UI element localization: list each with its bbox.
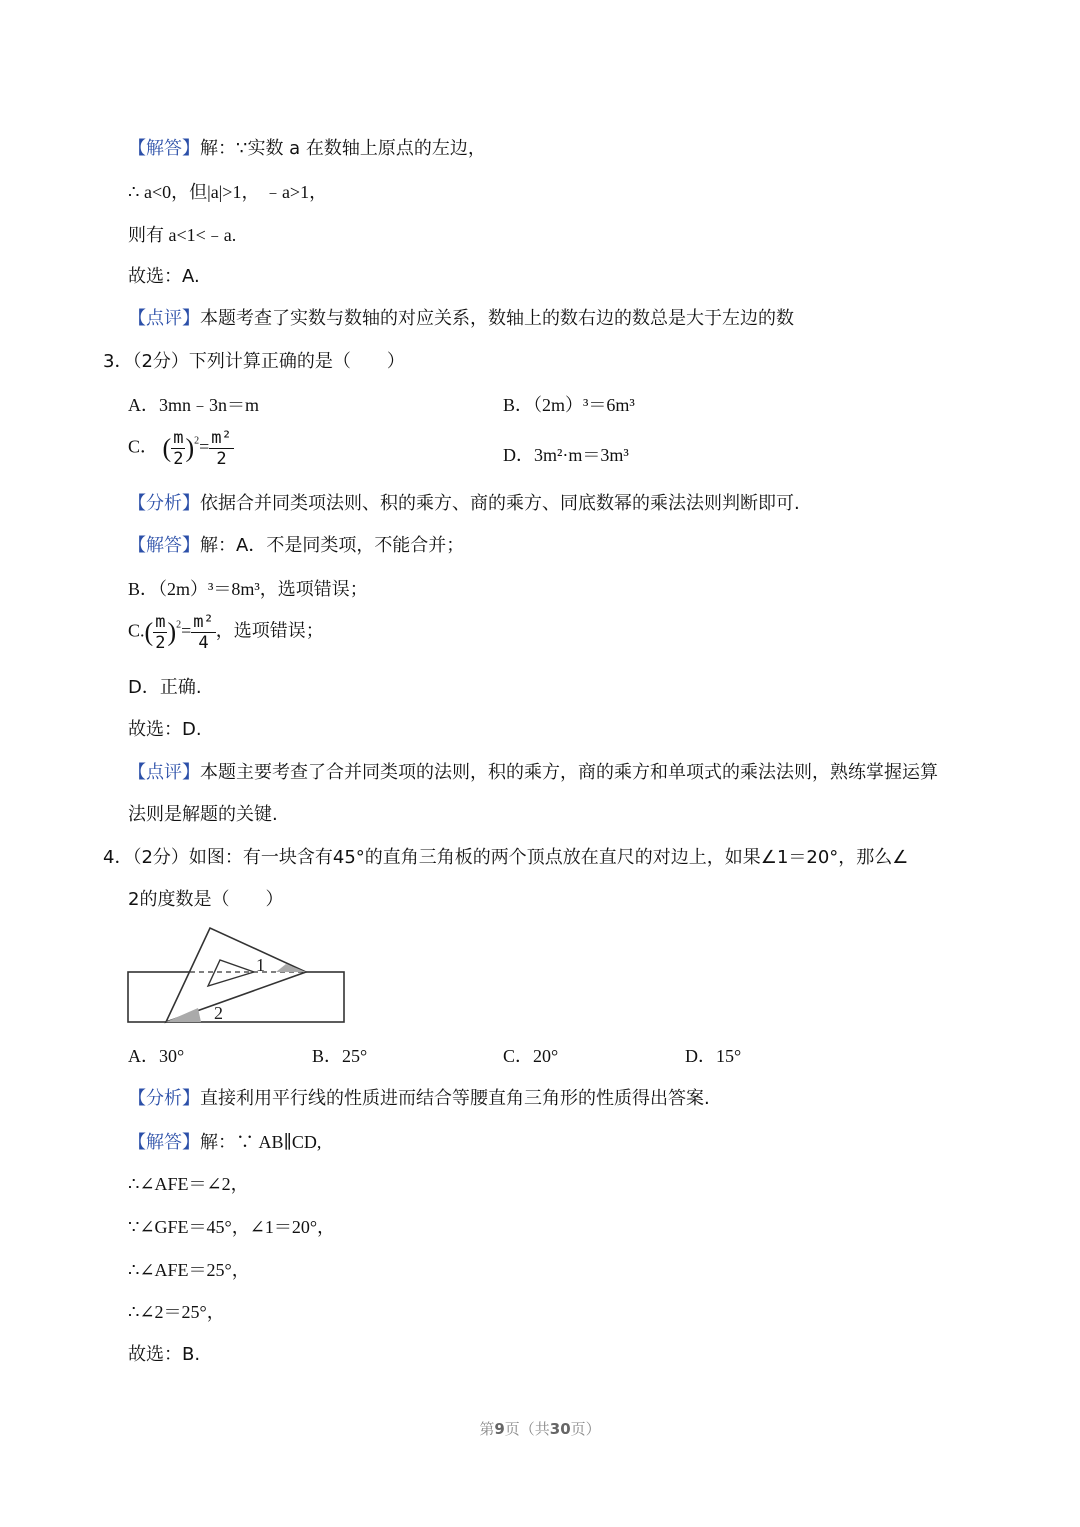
q3-answer-line-1 [128, 534, 464, 558]
q3-option-a: A．3mn﹣3n＝m [128, 395, 260, 415]
angle-2-label: 2 [214, 1003, 223, 1023]
footer-mid: 页（共 [504, 1420, 550, 1438]
q3-option-c-den: 2 [173, 449, 184, 469]
q3-answer-c-rhs-den: 4 [198, 633, 209, 653]
analysis-tag: 【分析】 [128, 1088, 200, 1109]
q3-answer-line-2: B．（2m）³＝8m³，选项错误； [128, 579, 368, 599]
q4-option-c: C．20° [503, 1046, 559, 1066]
q2-answer-line-1 [128, 137, 486, 161]
q3-option-c-exp: 2 [194, 435, 200, 447]
q3-answer-c-exp: 2 [176, 619, 182, 631]
q3-comment-text-1: 本题主要考查了合并同类项的法则，积的乘方，商的乘方和单项式的乘法法则，熟练掌握运算 [200, 762, 938, 783]
q3-answer-c-rhs-fraction [191, 612, 215, 653]
q3-option-c-label: C． [128, 436, 159, 457]
q3-comment-line-2: 法则是解题的关键. [128, 804, 278, 825]
q4-answer-line-4: ∴∠AFE＝25°， [128, 1260, 250, 1280]
q4-analysis-text: 直接利用平行线的性质进而结合等腰直角三角形的性质得出答案. [200, 1088, 710, 1109]
q4-answer-line-2: ∴∠AFE＝∠2， [128, 1174, 249, 1194]
q3-answer-c-fraction [153, 612, 167, 653]
q3-comment-line-1 [128, 761, 938, 785]
answer-tag: 【解答】 [128, 535, 200, 556]
footer-page-number: 9 [494, 1420, 505, 1438]
answer-tag: 【解答】 [128, 1132, 200, 1153]
q3-analysis [128, 492, 800, 516]
q2-answer-line-2: ∴ a<0，但|a|>1， ﹣a>1， [128, 182, 328, 202]
q2-comment [128, 307, 794, 331]
angle-1-label: 1 [256, 955, 265, 975]
q2-answer-line-3: 则有 a<1<﹣a. [128, 225, 237, 245]
q4-stem-line-2: 2的度数是（ ） [128, 889, 284, 910]
q2-comment-text: 本题考查了实数与数轴的对应关系，数轴上的数右边的数总是大于左边的数 [200, 308, 794, 329]
q3-answer-c-rhs-num: m² [193, 612, 214, 632]
q3-answer-line-5: 故选：D. [128, 719, 202, 740]
footer-suffix: 页） [570, 1420, 601, 1438]
q3-option-c-num: m [173, 428, 184, 448]
q4-option-d: D．15° [685, 1046, 742, 1066]
q4-answer-text-1: 解：∵ AB∥CD, [200, 1132, 322, 1152]
q4-analysis [128, 1087, 710, 1111]
q4-ruler-triangle-figure [126, 924, 348, 1028]
q3-answer-line-4: D．正确. [128, 677, 202, 698]
comment-tag: 【点评】 [128, 762, 200, 783]
q3-answer-c-den: 2 [155, 633, 166, 653]
q4-answer-line-3: ∵∠GFE＝45°，∠1＝20°， [128, 1217, 336, 1237]
q3-option-b: B．（2m）³＝6m³ [503, 395, 635, 415]
q3-answer-c-label: C. [128, 620, 145, 641]
answer-tag: 【解答】 [128, 138, 200, 159]
q3-answer-text-1: 解：A．不是同类项，不能合并； [200, 535, 465, 556]
q4-stem-line-1: 4．（2分）如图：有一块含有45°的直角三角板的两个顶点放在直尺的对边上，如果∠1＝20°，那么∠ [103, 847, 909, 868]
q4-option-a: A．30° [128, 1046, 185, 1066]
q3-option-c: C． ( $\frac{m}{2}$ )$^2$= $\frac{\text{m²}}{2}$ [128, 428, 232, 469]
q3-answer-c-paren-open: ( [144, 617, 154, 647]
q3-option-c-fraction [171, 428, 185, 469]
q3-option-c-rhs-fraction [209, 428, 233, 469]
q4-answer-line-5: ∴∠2＝25°， [128, 1302, 225, 1322]
footer-page-total: 30 [549, 1420, 571, 1438]
page-footer [0, 1418, 1080, 1439]
q2-answer-line-4: 故选：A. [128, 266, 200, 287]
q3-answer-c-num: m [155, 612, 166, 632]
q3-option-c-rhs-den: 2 [216, 449, 227, 469]
q4-answer-line-6: 故选：B. [128, 1344, 201, 1365]
q2-answer-text-1: 解：∵实数 a 在数轴上原点的左边， [200, 138, 486, 159]
footer-prefix: 第 [479, 1420, 495, 1438]
q4-answer-line-1 [128, 1130, 321, 1155]
q3-analysis-text: 依据合并同类项法则、积的乘方、商的乘方、同底数幂的乘法法则判断即可. [200, 493, 800, 514]
q3-option-d: D．3m²·m＝3m³ [503, 445, 629, 465]
q3-option-c-rhs-num: m² [211, 428, 232, 448]
q3-option-c-paren-close: ) [185, 433, 195, 463]
q3-option-c-paren-open: ( [162, 433, 172, 463]
triangle-outer [166, 928, 306, 1022]
analysis-tag: 【分析】 [128, 493, 200, 514]
q3-answer-line-3: C.( $\frac{m}{2}$ )$^2$= $\frac{\text{m²}}{4}$ ，选项错误； [128, 612, 324, 653]
q4-option-b: B．25° [312, 1046, 368, 1066]
comment-tag: 【点评】 [128, 308, 200, 329]
q3-stem: 3．（2分）下列计算正确的是（ ） [103, 351, 405, 372]
q3-answer-c-suffix: ，选项错误； [215, 620, 324, 642]
q3-answer-c-paren-close: ) [167, 617, 177, 647]
